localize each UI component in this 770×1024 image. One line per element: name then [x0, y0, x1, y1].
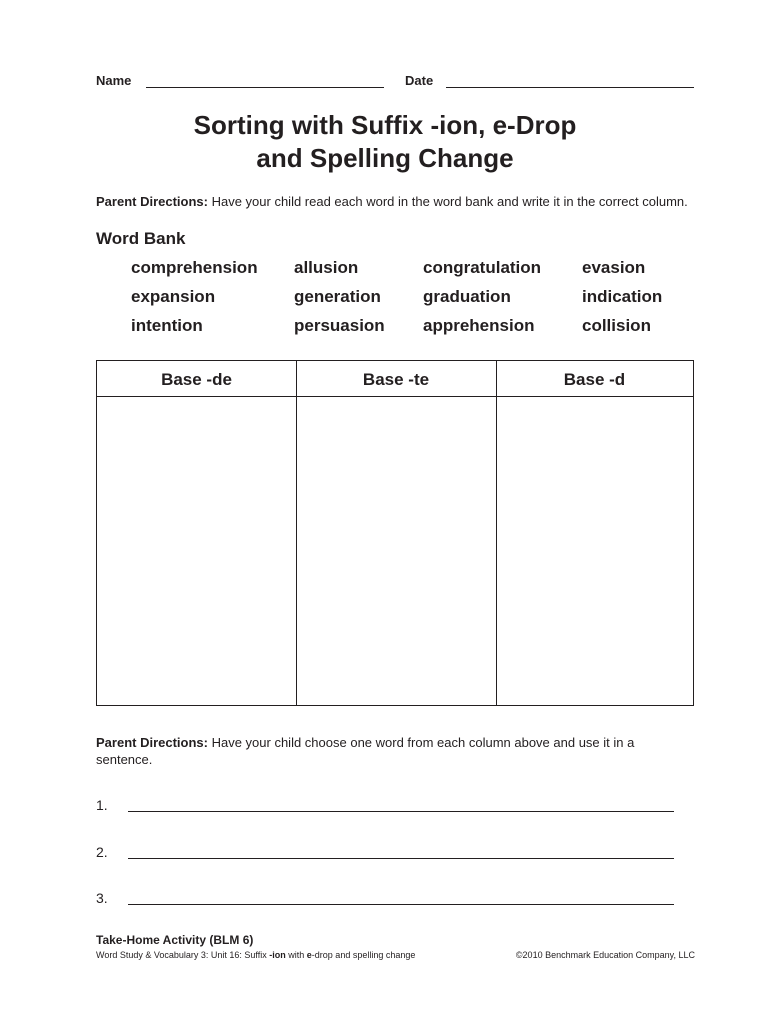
- word-bank-word: expansion: [131, 287, 216, 306]
- word-bank-word: graduation: [423, 287, 511, 306]
- sentence-line-1[interactable]: [128, 811, 674, 812]
- directions-2-text: Have your child choose one word from each column above and use it in a sentence.: [96, 735, 635, 767]
- footer-course-text: with: [285, 950, 307, 960]
- column-header-base-de: Base -de: [97, 361, 296, 397]
- sentence-number: 3.: [96, 890, 108, 906]
- directions-1-text: Have your child read each word in the word bank and write it in the correct column.: [207, 194, 688, 209]
- footer-course-e: e: [306, 950, 312, 960]
- sorting-table: [96, 360, 694, 706]
- word-bank-word: apprehension: [423, 316, 535, 335]
- column-area-base-te[interactable]: [297, 397, 496, 705]
- word-bank-word: indication: [582, 287, 663, 306]
- word-bank-word: intention: [131, 316, 203, 335]
- word-bank-word: persuasion: [294, 316, 385, 335]
- word-bank-heading: Word Bank: [96, 229, 186, 248]
- word-bank-word: evasion: [582, 258, 646, 277]
- column-header-base-te: Base -te: [296, 361, 496, 397]
- footer-course-info: [96, 950, 415, 960]
- footer-course-text: Word Study & Vocabulary 3: Unit 16: Suffix: [96, 950, 270, 960]
- sentence-line-2[interactable]: [128, 858, 674, 859]
- title-line-1: Sorting with Suffix -ion, e-Drop: [193, 110, 577, 140]
- column-area-base-de[interactable]: [97, 397, 296, 705]
- page-title: [0, 109, 770, 175]
- word-bank-word: collision: [582, 316, 651, 335]
- word-bank-word: comprehension: [131, 258, 258, 277]
- footer-activity-title: Take-Home Activity (BLM 6): [96, 933, 254, 947]
- footer-copyright: ©2010 Benchmark Education Company, LLC: [515, 950, 695, 960]
- word-bank-word: allusion: [294, 258, 359, 277]
- date-field[interactable]: [446, 87, 694, 88]
- column-area-base-d[interactable]: [497, 397, 693, 705]
- footer-course-text: -drop and spelling change: [311, 950, 416, 960]
- date-label: Date: [405, 73, 434, 88]
- parent-directions-1: [96, 193, 696, 210]
- sentence-number: 1.: [96, 797, 108, 813]
- parent-directions-2: [96, 734, 676, 768]
- column-header-base-d: Base -d: [496, 361, 693, 397]
- sentence-line-3[interactable]: [128, 904, 674, 905]
- sentence-number: 2.: [96, 844, 108, 860]
- footer-course-suffix: -ion: [269, 950, 286, 960]
- word-bank-word: congratulation: [423, 258, 542, 277]
- directions-1-label: Parent Directions:: [96, 194, 208, 209]
- directions-2-label: Parent Directions:: [96, 735, 208, 750]
- word-bank-word: generation: [294, 287, 381, 306]
- name-label: Name: [96, 73, 132, 88]
- title-line-2: and Spelling Change: [256, 143, 514, 173]
- name-field[interactable]: [146, 87, 384, 88]
